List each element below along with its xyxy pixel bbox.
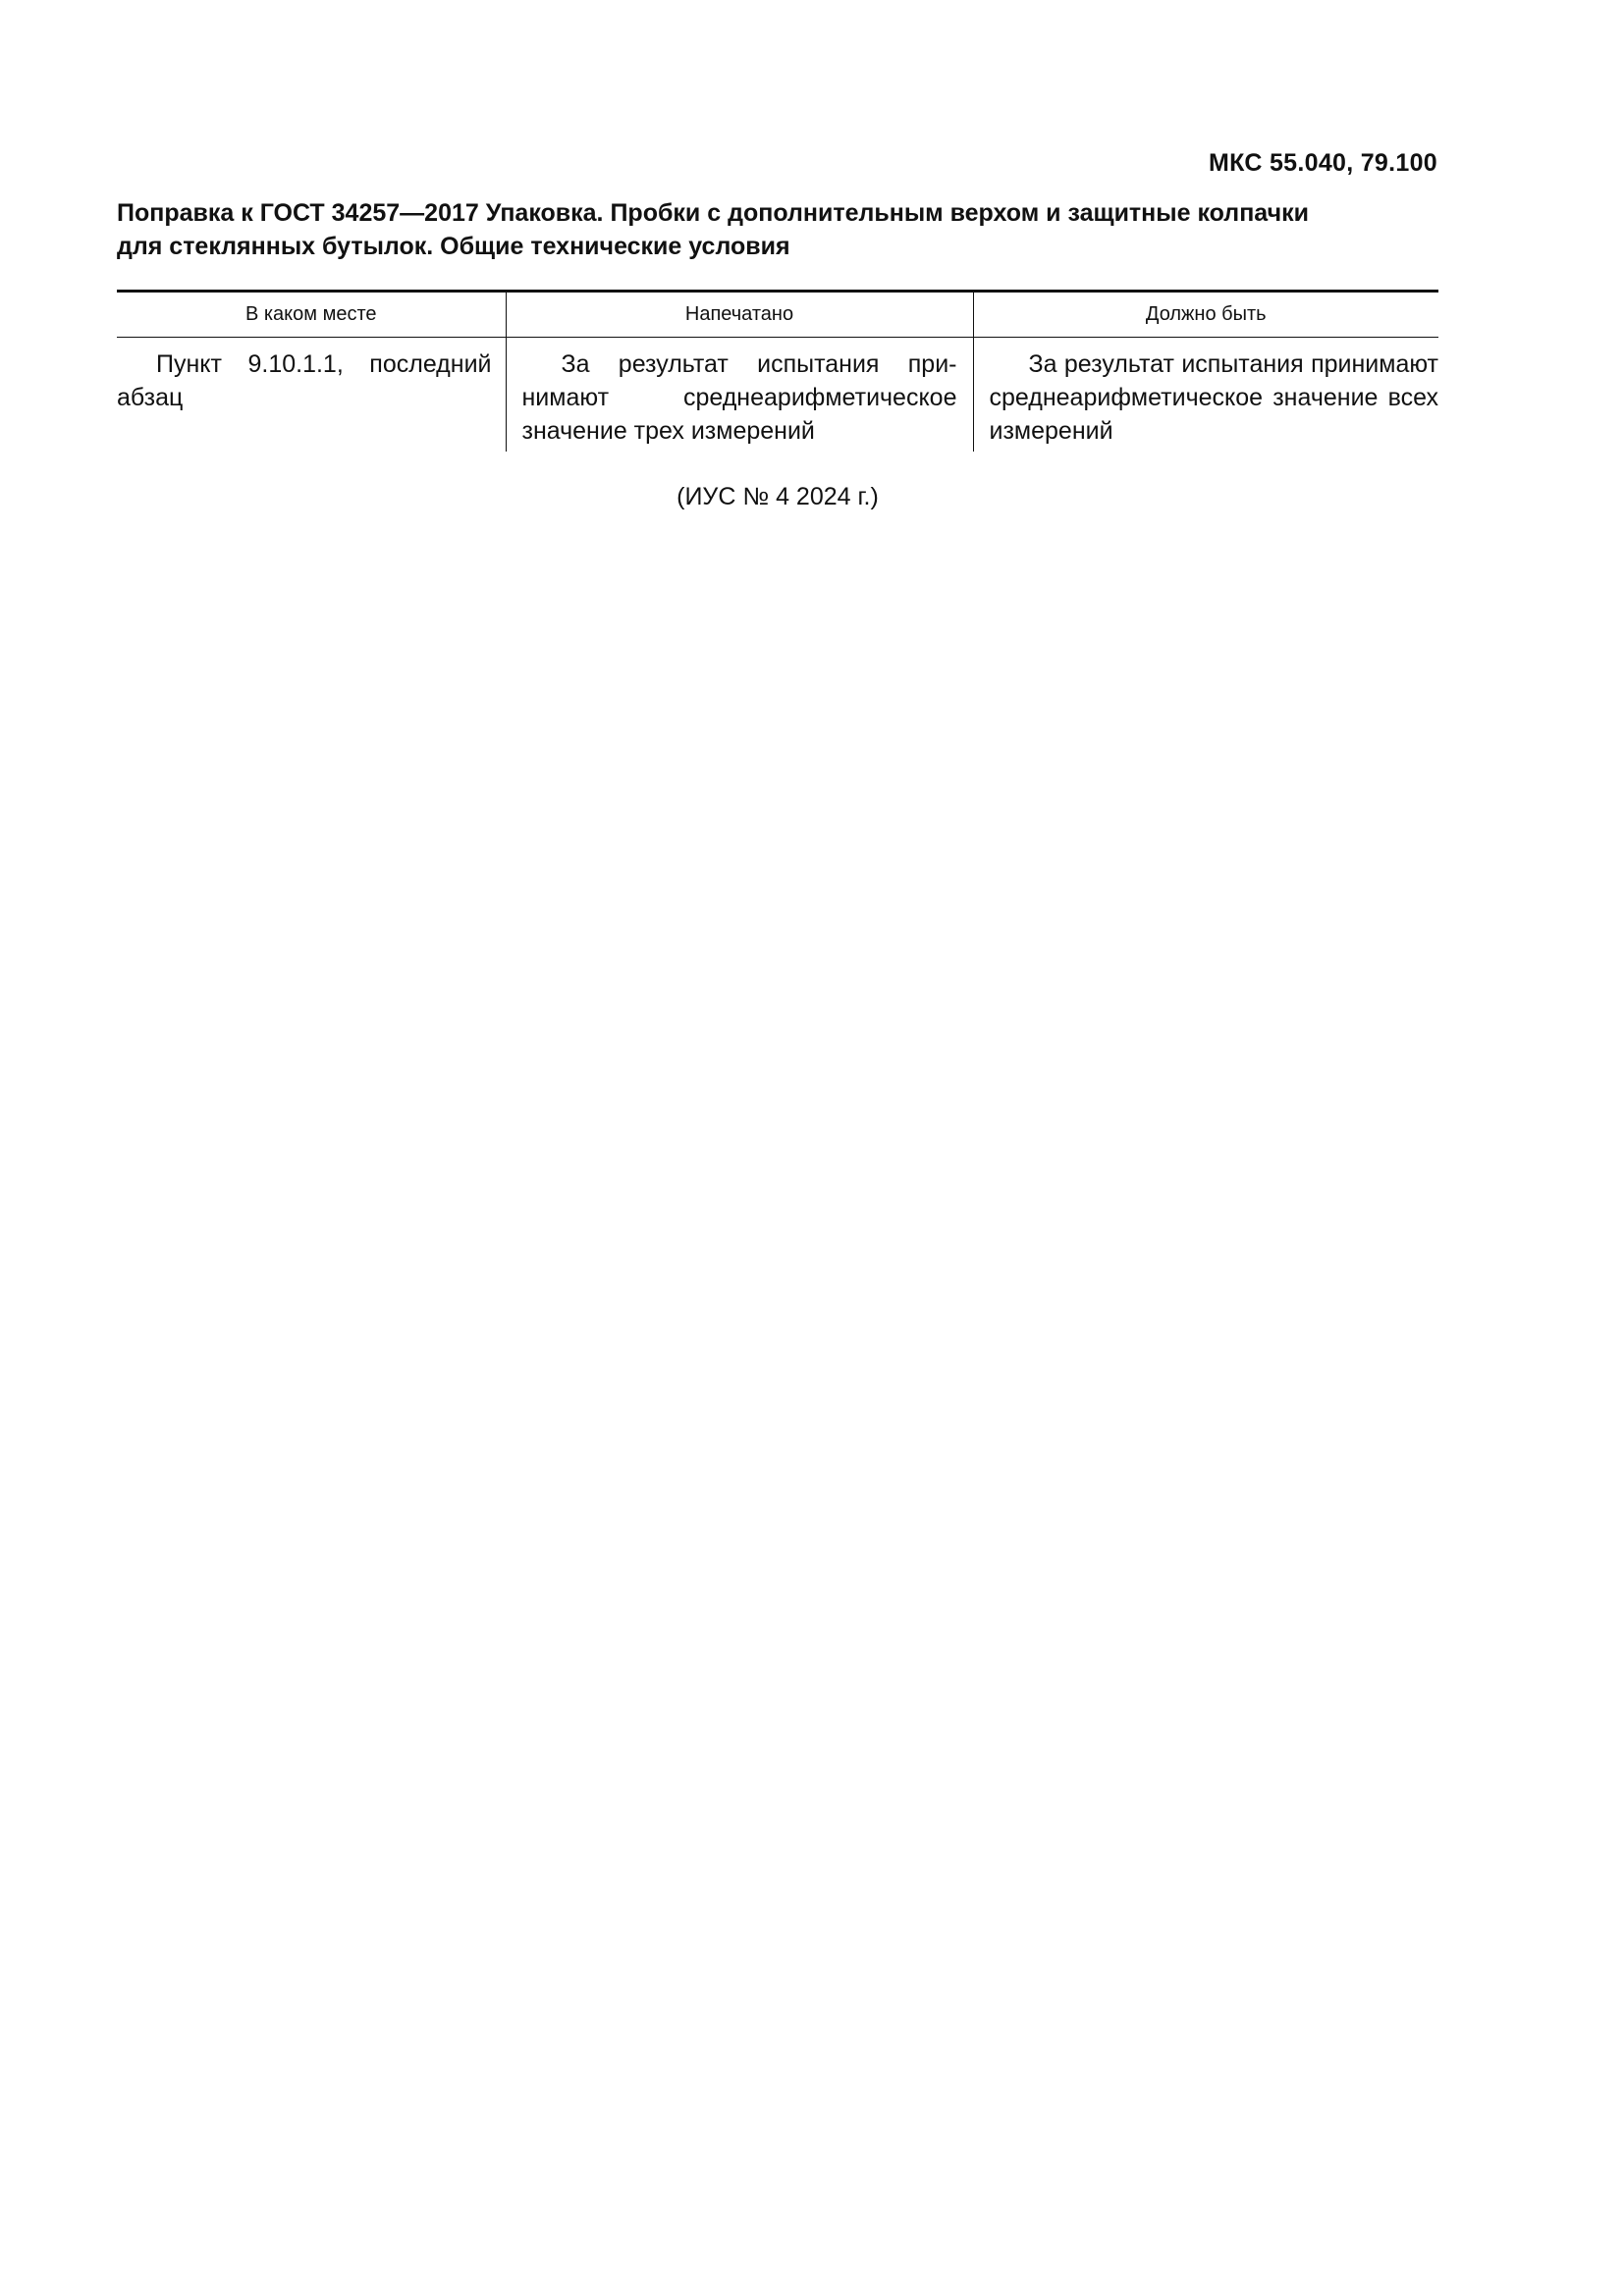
source-reference: (ИУС № 4 2024 г.): [677, 483, 879, 510]
title-line-1: Поправка к ГОСТ 34257—2017 Упаковка. Пробки с дополнительным верхом и защитные колпачки: [117, 199, 1309, 227]
cell-place: [117, 338, 506, 453]
title-line-2: для стеклянных бутылок. Общие технические условия: [117, 233, 790, 260]
table-row: [117, 338, 1438, 453]
cell-printed: [506, 338, 973, 453]
amendment-table: [117, 290, 1438, 452]
header-place: В каком месте: [117, 292, 506, 338]
header-printed: Напечатано: [506, 292, 973, 338]
place-text: Пункт 9.10.1.1, последний абзац: [117, 350, 492, 411]
should-be-text: За результат испытания принимают среднеарифметическое значение всех измерений: [989, 350, 1438, 445]
document-title: [117, 196, 1438, 263]
printed-text: За результат испытания принимают среднеарифметическое значение трех измерений: [521, 350, 957, 445]
cell-should-be: [973, 338, 1438, 453]
header-should-be: Должно быть: [973, 292, 1438, 338]
table-header-row: [117, 292, 1438, 338]
classification-code: МКС 55.040, 79.100: [1209, 149, 1437, 177]
